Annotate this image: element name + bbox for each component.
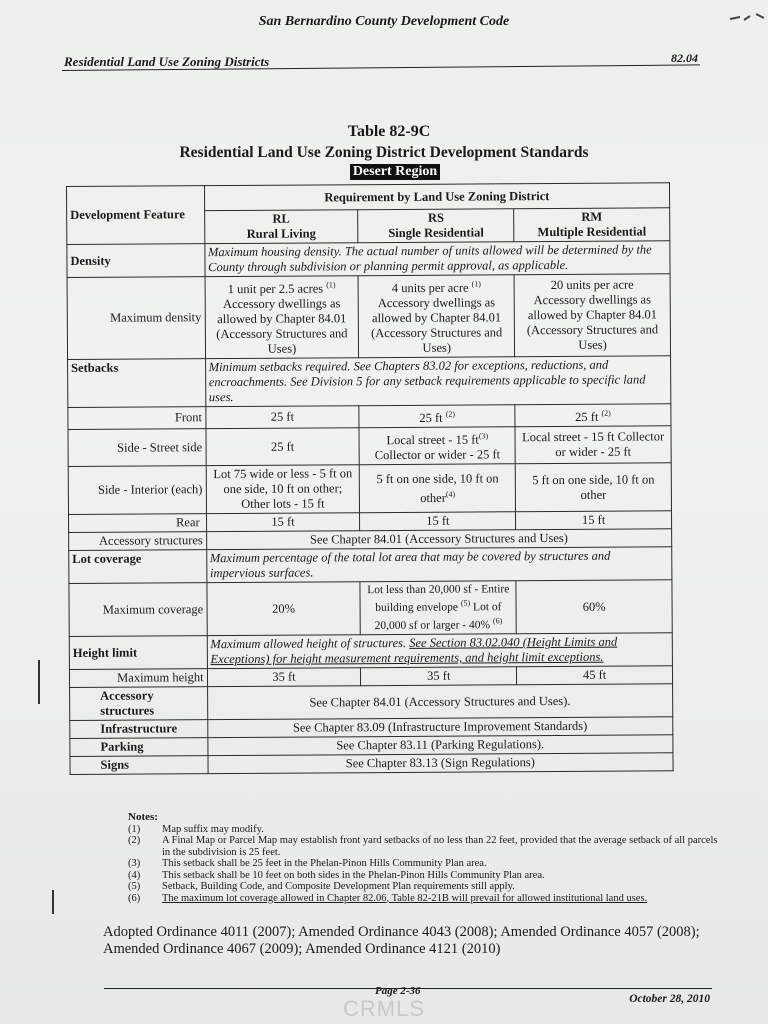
interior-rm: 5 ft on one side, 10 ft on other — [515, 463, 671, 512]
coverage-rs-line2: Lot of 20,000 sf or larger - 40% — [374, 601, 502, 633]
column-name: Single Residential — [388, 225, 484, 241]
front-rl: 25 ft — [205, 406, 359, 429]
setbacks-label: Setbacks — [68, 359, 206, 408]
footnote-ref: (2) — [601, 408, 611, 418]
accessory-setback-value: See Chapter 84.01 (Accessory Structures and Uses) — [206, 529, 672, 550]
max-density-row — [67, 274, 670, 360]
setbacks-row — [68, 356, 671, 408]
note-text: A Final Map or Parcel Map may establish front yard setbacks of no less than 22 feet, provided that the average setback of all parcels in the subdivision is 25 feet. — [162, 835, 718, 858]
height-rm: 45 ft — [517, 666, 673, 685]
standards-table — [66, 182, 674, 775]
footnote-ref: (2) — [445, 409, 456, 419]
signs-row — [70, 753, 673, 775]
interior-label: Side - Interior (each) — [68, 466, 206, 515]
column-code: RS — [427, 210, 445, 225]
accessory-label: Accessory structures — [70, 687, 208, 721]
density-rm-rest: Accessory dwellings as allowed by Chapter 84.01 (Accessory Structures and Uses) — [526, 292, 659, 352]
parking-label: Parking — [70, 738, 208, 757]
page-number: Page 2-36 — [375, 985, 421, 997]
column-name: Multiple Residential — [537, 224, 647, 240]
note-number: (3) — [128, 858, 141, 869]
note-number: (4) — [128, 869, 141, 881]
interior-rs — [360, 464, 516, 513]
adoption-history: Adopted Ordinance 4011 (2007); Amended Ordinance 4043 (2008); Amended Ordinance 4057 (2008); Amended Ordinance 4067 (2009); Amended Ordinance 4121 (2010) — [103, 924, 700, 957]
note-number: (1) — [128, 823, 141, 835]
setbacks-desc: Minimum setbacks required. See Chapters 83.02 for exceptions, reductions, and encroachments. See Division 5 for any setback requirements applicable to specific land uses. — [205, 356, 671, 407]
watermark: CRMLS — [342, 996, 425, 1021]
standards-table-wrapper — [66, 182, 674, 775]
document-header-code: San Bernardino County Development Code — [258, 14, 510, 29]
column-header-rm — [514, 208, 670, 242]
coverage-rs — [360, 581, 516, 635]
height-row — [69, 633, 672, 670]
height-rl: 35 ft — [207, 668, 361, 687]
density-row — [67, 241, 670, 278]
interior-row — [68, 463, 671, 515]
column-header-rs — [358, 209, 514, 243]
coverage-rm: 60% — [516, 580, 672, 634]
street-side-label: Side - Street side — [68, 429, 206, 467]
column-name: Rural Living — [246, 226, 316, 241]
footnote-ref: (1) — [471, 279, 481, 289]
street-rs — [359, 427, 515, 465]
section-number: 82.04 — [671, 51, 698, 65]
table-header-row — [67, 183, 670, 212]
notes-section — [128, 812, 718, 904]
street-side-row — [68, 426, 671, 467]
note-item — [128, 881, 718, 893]
parking-value: See Chapter 83.11 (Parking Regulations). — [207, 735, 673, 756]
column-code: RL — [272, 211, 290, 226]
max-height-label: Maximum height — [69, 669, 207, 688]
signs-value: See Chapter 83.13 (Sign Regulations) — [208, 753, 674, 774]
margin-mark — [52, 890, 54, 914]
note-item — [128, 858, 718, 870]
density-rm-value: 20 units per acre — [550, 277, 634, 293]
density-rl-value: 1 unit per 2.5 acres — [227, 281, 324, 297]
interior-rl: Lot 75 wide or less - 5 ft on one side, 10 ft on other; Other lots - 15 ft — [206, 465, 360, 514]
front-rm — [515, 404, 671, 427]
rear-rm: 15 ft — [516, 511, 672, 530]
footnote-ref: (6) — [492, 616, 503, 626]
document-date: October 28, 2010 — [629, 993, 710, 1005]
note-item — [128, 870, 718, 882]
region-label: Desert Region — [350, 164, 440, 180]
front-label: Front — [68, 407, 206, 430]
accessory-setback-label: Accessory structures — [69, 532, 207, 551]
note-item — [128, 824, 718, 836]
interior-rs-value: 5 ft on one side, 10 ft on other — [376, 471, 499, 505]
height-section-link[interactable]: See Section 83.02.040 (Height Limits and Exceptions) for height measurement requirements, and height limit exceptions. — [210, 634, 618, 667]
coverage-rs-line1: Lot less than 20,000 sf - Entire building envelope — [367, 583, 510, 615]
note-item — [128, 835, 718, 858]
density-rl — [205, 276, 359, 359]
accessory-row — [70, 684, 673, 721]
column-header-rl — [204, 210, 358, 244]
section-title: Residential Land Use Zoning Districts — [64, 54, 270, 69]
rear-label: Rear — [69, 514, 207, 533]
table-number: Table 82-9C — [347, 123, 431, 140]
density-rs-rest: Accessory dwellings as allowed by Chapter 84.01 (Accessory Structures and Uses) — [371, 295, 503, 355]
street-rs-line1: Local street - 15 ft — [386, 432, 479, 448]
front-rm-value: 25 ft — [575, 410, 599, 425]
note-number: (2) — [128, 835, 141, 846]
front-rs — [359, 405, 515, 428]
density-rl-rest: Accessory dwellings as allowed by Chapter 84.01 (Accessory Structures and Uses) — [216, 296, 348, 356]
footnote-ref: (1) — [326, 280, 336, 290]
density-rs-value: 4 units per acre — [391, 280, 469, 296]
feature-header: Development Feature — [67, 186, 205, 245]
notes-title: Notes: — [128, 811, 158, 823]
lot-coverage-desc: Maximum percentage of the total lot area that may be covered by structures and impervious surfaces. — [206, 547, 672, 583]
footnote-ref: (5) — [460, 599, 471, 609]
note-text: This setback shall be 10 feet on both sides in the Phelan-Pinon Hills Community Plan area. — [162, 869, 545, 881]
note-number: (5) — [128, 881, 141, 892]
accessory-value: See Chapter 84.01 (Accessory Structures and Uses). — [207, 684, 673, 720]
height-desc — [207, 633, 673, 669]
street-rs-line2: Collector or wider - 25 ft — [374, 447, 501, 463]
requirement-header: Requirement by Land Use Zoning District — [204, 183, 670, 211]
signs-label: Signs — [70, 756, 208, 775]
density-desc: Maximum housing density. The actual number of units allowed will be determined by the County through subdivision or planning permit approval, as applicable. — [204, 241, 670, 277]
column-code: RM — [581, 209, 603, 224]
table-title-block — [0, 123, 768, 180]
footnote-ref: (4) — [445, 489, 456, 499]
note-number: (6) — [128, 892, 141, 904]
height-label: Height limit — [69, 636, 207, 670]
note-item — [128, 893, 718, 905]
note-text: Map suffix may modify. — [162, 823, 264, 835]
lot-coverage-label: Lot coverage — [69, 550, 207, 584]
rear-rl: 15 ft — [206, 513, 360, 532]
note-text: Setback, Building Code, and Composite Development Plan requirements still apply. — [162, 881, 515, 892]
rear-rs: 15 ft — [360, 512, 516, 531]
note-text: This setback shall be 25 feet in the Phelan-Pinon Hills Community Plan area. — [162, 858, 487, 869]
lot-coverage-row — [69, 547, 672, 584]
density-rs — [358, 275, 514, 358]
infrastructure-value: See Chapter 83.09 (Infrastructure Improvement Standards) — [207, 717, 673, 738]
infrastructure-label: Infrastructure — [70, 720, 208, 739]
density-rm — [514, 274, 670, 357]
margin-mark — [38, 660, 40, 704]
height-rs: 35 ft — [361, 667, 517, 686]
front-rs-value: 25 ft — [419, 411, 443, 426]
table-name: Residential Land Use Zoning District Development Standards — [179, 144, 589, 161]
density-label: Density — [67, 244, 205, 278]
note-text: The maximum lot coverage allowed in Chapter 82.06, Table 82-21B will prevail for allowed institutional land uses. — [162, 892, 648, 904]
max-coverage-label: Maximum coverage — [69, 583, 207, 636]
street-rl: 25 ft — [206, 428, 360, 466]
max-coverage-row — [69, 580, 672, 636]
max-density-label: Maximum density — [67, 277, 205, 360]
height-desc-text: Maximum allowed height of structures. — [210, 636, 407, 652]
coverage-rl: 20% — [207, 582, 361, 636]
footnote-ref: (3) — [478, 431, 489, 441]
street-rm: Local street - 15 ft Collector or wider - 25 ft — [515, 426, 671, 464]
